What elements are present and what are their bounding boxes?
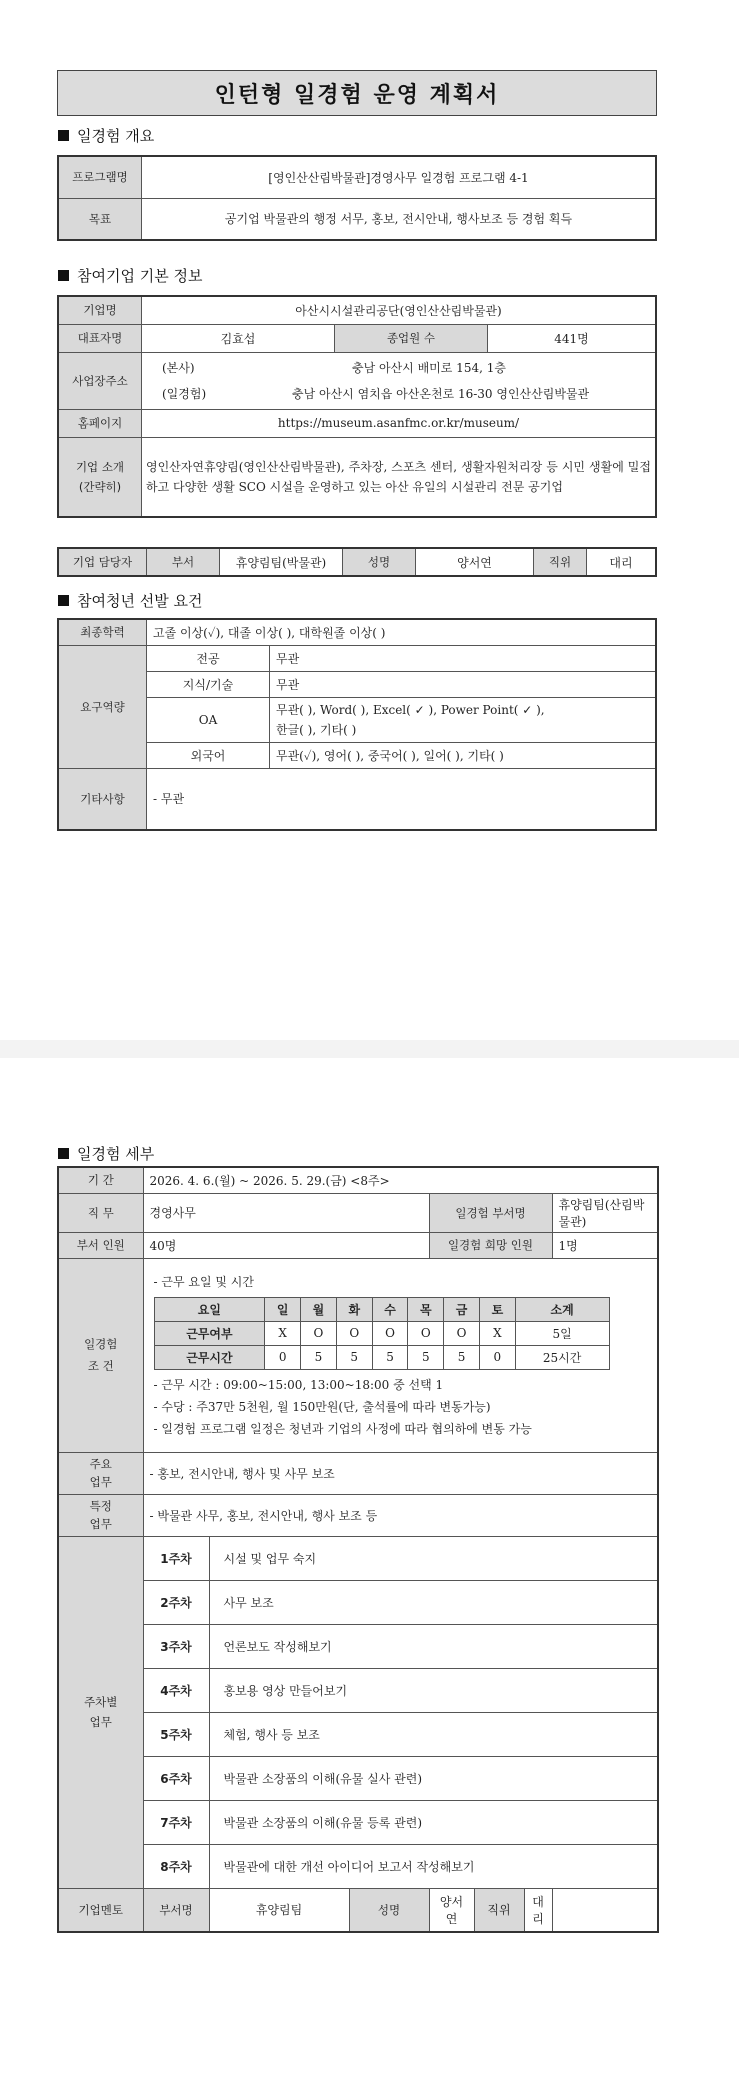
period-label: 기 간: [58, 1167, 143, 1193]
document-page-1: [0, 0, 739, 1040]
week-number: 8주차: [143, 1844, 209, 1888]
condition-note-pay: - 수당 : 주37만 5천원, 월 150만원(단, 출석률에 따라 변동가능): [153, 1399, 491, 1414]
schedule-work-cell-1: X: [265, 1321, 301, 1345]
schedule-header-row: [154, 1297, 609, 1321]
manager-name-value: 양서연: [416, 548, 534, 576]
week-task: 시설 및 업무 숙지: [209, 1536, 658, 1580]
week-task: 박물관 소장품의 이해(유물 등록 관련): [209, 1800, 658, 1844]
requirements-table: [57, 618, 657, 831]
company-label: 기업명: [58, 296, 142, 324]
duty-label: 직 무: [58, 1193, 143, 1232]
edu-value: 고졸 이상(✓), 대졸 이상( ), 대학원졸 이상( ): [147, 619, 657, 645]
schedule-work-cell-5: O: [408, 1321, 444, 1345]
square-bullet-icon: [58, 595, 69, 606]
ceo-value: 김효섭: [142, 324, 335, 352]
condition-note-schedule: - 일경험 프로그램 일정은 청년과 기업의 사정에 따라 협의하에 변동 가능: [153, 1421, 532, 1436]
etc-value: - 무관: [147, 768, 657, 830]
address-label: 사업장주소: [58, 352, 142, 409]
homepage-label: 홈페이지: [58, 409, 142, 437]
duty-value: 경영사무: [143, 1193, 429, 1232]
dept-label: 일경험 부서명: [429, 1193, 552, 1232]
program-label: 프로그램명: [58, 156, 142, 198]
addr-hq-value: 충남 아산시 배미로 154, 1층: [352, 360, 506, 375]
week-task: 체험, 행사 등 보조: [209, 1712, 658, 1756]
lang-label: 외국어: [147, 742, 270, 768]
schedule-hours-cell-1: 0: [265, 1345, 301, 1369]
manager-table: [57, 547, 657, 577]
schedule-work-row: [154, 1321, 609, 1345]
week-row: [58, 1536, 658, 1580]
goal-label: 목표: [58, 198, 142, 240]
week-task: 박물관 소장품의 이해(유물 실사 관련): [209, 1756, 658, 1800]
week-row: [58, 1756, 658, 1800]
company-value: 아산시시설관리공단(영인산산림박물관): [142, 296, 657, 324]
ceo-label: 대표자명: [58, 324, 142, 352]
week-number: 5주차: [143, 1712, 209, 1756]
address-value: [142, 352, 657, 409]
schedule-header-cell-3: 화: [336, 1297, 372, 1321]
week-row: [58, 1800, 658, 1844]
manager-position-label: 직위: [534, 548, 587, 576]
week-number: 1주차: [143, 1536, 209, 1580]
condition-cell: [143, 1258, 658, 1452]
hope-value: 1명: [552, 1232, 658, 1258]
company-table: [57, 295, 657, 518]
schedule-header-cell-4: 수: [372, 1297, 408, 1321]
square-bullet-icon: [58, 130, 69, 141]
staff-label: 부서 인원: [58, 1232, 143, 1258]
weekly-label: 주차별 업무: [58, 1536, 143, 1888]
week-row: [58, 1712, 658, 1756]
condition-intro: - 근무 요일 및 시간: [153, 1274, 254, 1289]
week-task: 언론보도 작성해보기: [209, 1624, 658, 1668]
homepage-link[interactable]: https://museum.asanfmc.or.kr/museum/: [142, 409, 657, 437]
oa-value: 무관( ), Word( ), Excel( ✓ ), Power Point( ✓ ), 한글( ), 기타( ): [270, 697, 657, 742]
lang-value: 무관(✓), 영어( ), 중국어( ), 일어( ), 기타( ): [270, 742, 657, 768]
hope-label: 일경험 희망 인원: [429, 1232, 552, 1258]
overview-table: [57, 155, 657, 241]
schedule-header-cell-2: 월: [301, 1297, 337, 1321]
details-table: [57, 1166, 659, 1933]
schedule-hours-cell-0: 근무시간: [154, 1345, 265, 1369]
mentor-label: 기업멘토: [58, 1888, 143, 1932]
mentor-dept-value: 휴양림팀: [209, 1888, 349, 1932]
schedule-header-cell-1: 일: [265, 1297, 301, 1321]
dept-value: 휴양림팀(산림박물관): [552, 1193, 658, 1232]
addr-work-tag: (일경험): [162, 386, 207, 401]
schedule-header-cell-6: 금: [444, 1297, 480, 1321]
goal-value: 공기업 박물관의 행정 서무, 홍보, 전시안내, 행사보조 등 경험 획득: [142, 198, 657, 240]
edu-label: 최종학력: [58, 619, 147, 645]
oa-label: OA: [147, 697, 270, 742]
mentor-name-label: 성명: [349, 1888, 429, 1932]
mentor-position-label: 직위: [475, 1889, 525, 1931]
schedule-work-cell-8: 5일: [515, 1321, 609, 1345]
week-row: [58, 1668, 658, 1712]
schedule-hours-cell-5: 5: [408, 1345, 444, 1369]
schedule-hours-cell-4: 5: [372, 1345, 408, 1369]
mentor-name-value: 양서연: [429, 1888, 474, 1932]
addr-work-value: 충남 아산시 염치읍 아산온천로 16-30 영인산산림박물관: [292, 386, 590, 401]
schedule-header-cell-8: 소계: [515, 1297, 609, 1321]
week-number: 2주차: [143, 1580, 209, 1624]
week-row: [58, 1624, 658, 1668]
schedule-hours-cell-8: 25시간: [515, 1345, 609, 1369]
week-task: 박물관에 대한 개선 아이디어 보고서 작성해보기: [209, 1844, 658, 1888]
req-label: 요구역량: [58, 645, 147, 768]
period-value: 2026. 4. 6.(월) ~ 2026. 5. 29.(금) <8주>: [143, 1167, 658, 1193]
schedule-work-cell-2: O: [301, 1321, 337, 1345]
schedule-header-cell-0: 요일: [154, 1297, 265, 1321]
schedule-hours-cell-7: 0: [479, 1345, 515, 1369]
major-label: 전공: [147, 645, 270, 671]
addr-hq-tag: (본사): [162, 360, 195, 375]
schedule-work-cell-4: O: [372, 1321, 408, 1345]
schedule-header-cell-7: 토: [479, 1297, 515, 1321]
schedule-work-cell-3: O: [336, 1321, 372, 1345]
section-details-heading: 일경험 세부: [58, 1143, 154, 1164]
square-bullet-icon: [58, 1148, 69, 1159]
skill-value: 무관: [270, 671, 657, 697]
mentor-dept-label: 부서명: [143, 1888, 209, 1932]
special-duty-label: 특정 업무: [58, 1494, 143, 1536]
schedule-hours-cell-2: 5: [301, 1345, 337, 1369]
skill-label: 지식/기술: [147, 671, 270, 697]
week-number: 4주차: [143, 1668, 209, 1712]
schedule-hours-cell-3: 5: [336, 1345, 372, 1369]
week-task: 홍보용 영상 만들어보기: [209, 1668, 658, 1712]
staff-value: 40명: [143, 1232, 429, 1258]
special-duty-value: - 박물관 사무, 홍보, 전시안내, 행사 보조 등: [143, 1494, 658, 1536]
mentor-position-value: 대리: [532, 1894, 544, 1926]
schedule-work-cell-0: 근무여부: [154, 1321, 265, 1345]
main-duty-value: - 홍보, 전시안내, 행사 및 사무 보조: [143, 1452, 658, 1494]
section-requirements-heading: 참여청년 선발 요건: [58, 590, 202, 611]
week-number: 3주차: [143, 1624, 209, 1668]
document-page-2: [0, 1058, 739, 2099]
major-value: 무관: [270, 645, 657, 671]
manager-dept-label: 부서: [147, 548, 220, 576]
schedule-hours-row: [154, 1345, 609, 1369]
manager-name-label: 성명: [343, 548, 416, 576]
intro-value: 영인산자연휴양림(영인산산림박물관), 주차장, 스포츠 센터, 생활자원처리장 등 시민 생활에 밀접하고 다양한 생활 SCO 시설을 운영하고 있는 아산 유일의 시설관리 전문 공기업: [142, 437, 657, 517]
week-row: [58, 1844, 658, 1888]
intro-label: 기업 소개 (간략히): [58, 437, 142, 517]
schedule-table: [154, 1297, 610, 1370]
manager-position-value: 대리: [587, 548, 657, 576]
section-company-heading: 참여기업 기본 정보: [58, 265, 202, 286]
schedule-work-cell-7: X: [479, 1321, 515, 1345]
condition-note-hours: - 근무 시간 : 09:00~15:00, 13:00~18:00 중 선택 1: [153, 1377, 444, 1392]
etc-label: 기타사항: [58, 768, 147, 830]
condition-label: 일경험 조 건: [58, 1258, 143, 1452]
document-title: 인턴형 일경험 운영 계획서: [57, 70, 657, 116]
schedule-work-cell-6: O: [444, 1321, 480, 1345]
manager-label: 기업 담당자: [58, 548, 147, 576]
section-overview-heading: 일경험 개요: [58, 125, 154, 146]
schedule-header-cell-5: 목: [408, 1297, 444, 1321]
week-number: 6주차: [143, 1756, 209, 1800]
square-bullet-icon: [58, 270, 69, 281]
weekly-tasks: [58, 1536, 658, 1888]
program-value: [영인산산림박물관]경영사무 일경험 프로그램 4-1: [142, 156, 657, 198]
week-number: 7주차: [143, 1800, 209, 1844]
employees-value: 441명: [488, 324, 657, 352]
week-row: [58, 1580, 658, 1624]
mentor-position-cell: [474, 1888, 552, 1932]
employees-label: 종업원 수: [335, 324, 488, 352]
manager-dept-value: 휴양림팀(박물관): [220, 548, 343, 576]
main-duty-label: 주요 업무: [58, 1452, 143, 1494]
week-task: 사무 보조: [209, 1580, 658, 1624]
schedule-hours-cell-6: 5: [444, 1345, 480, 1369]
